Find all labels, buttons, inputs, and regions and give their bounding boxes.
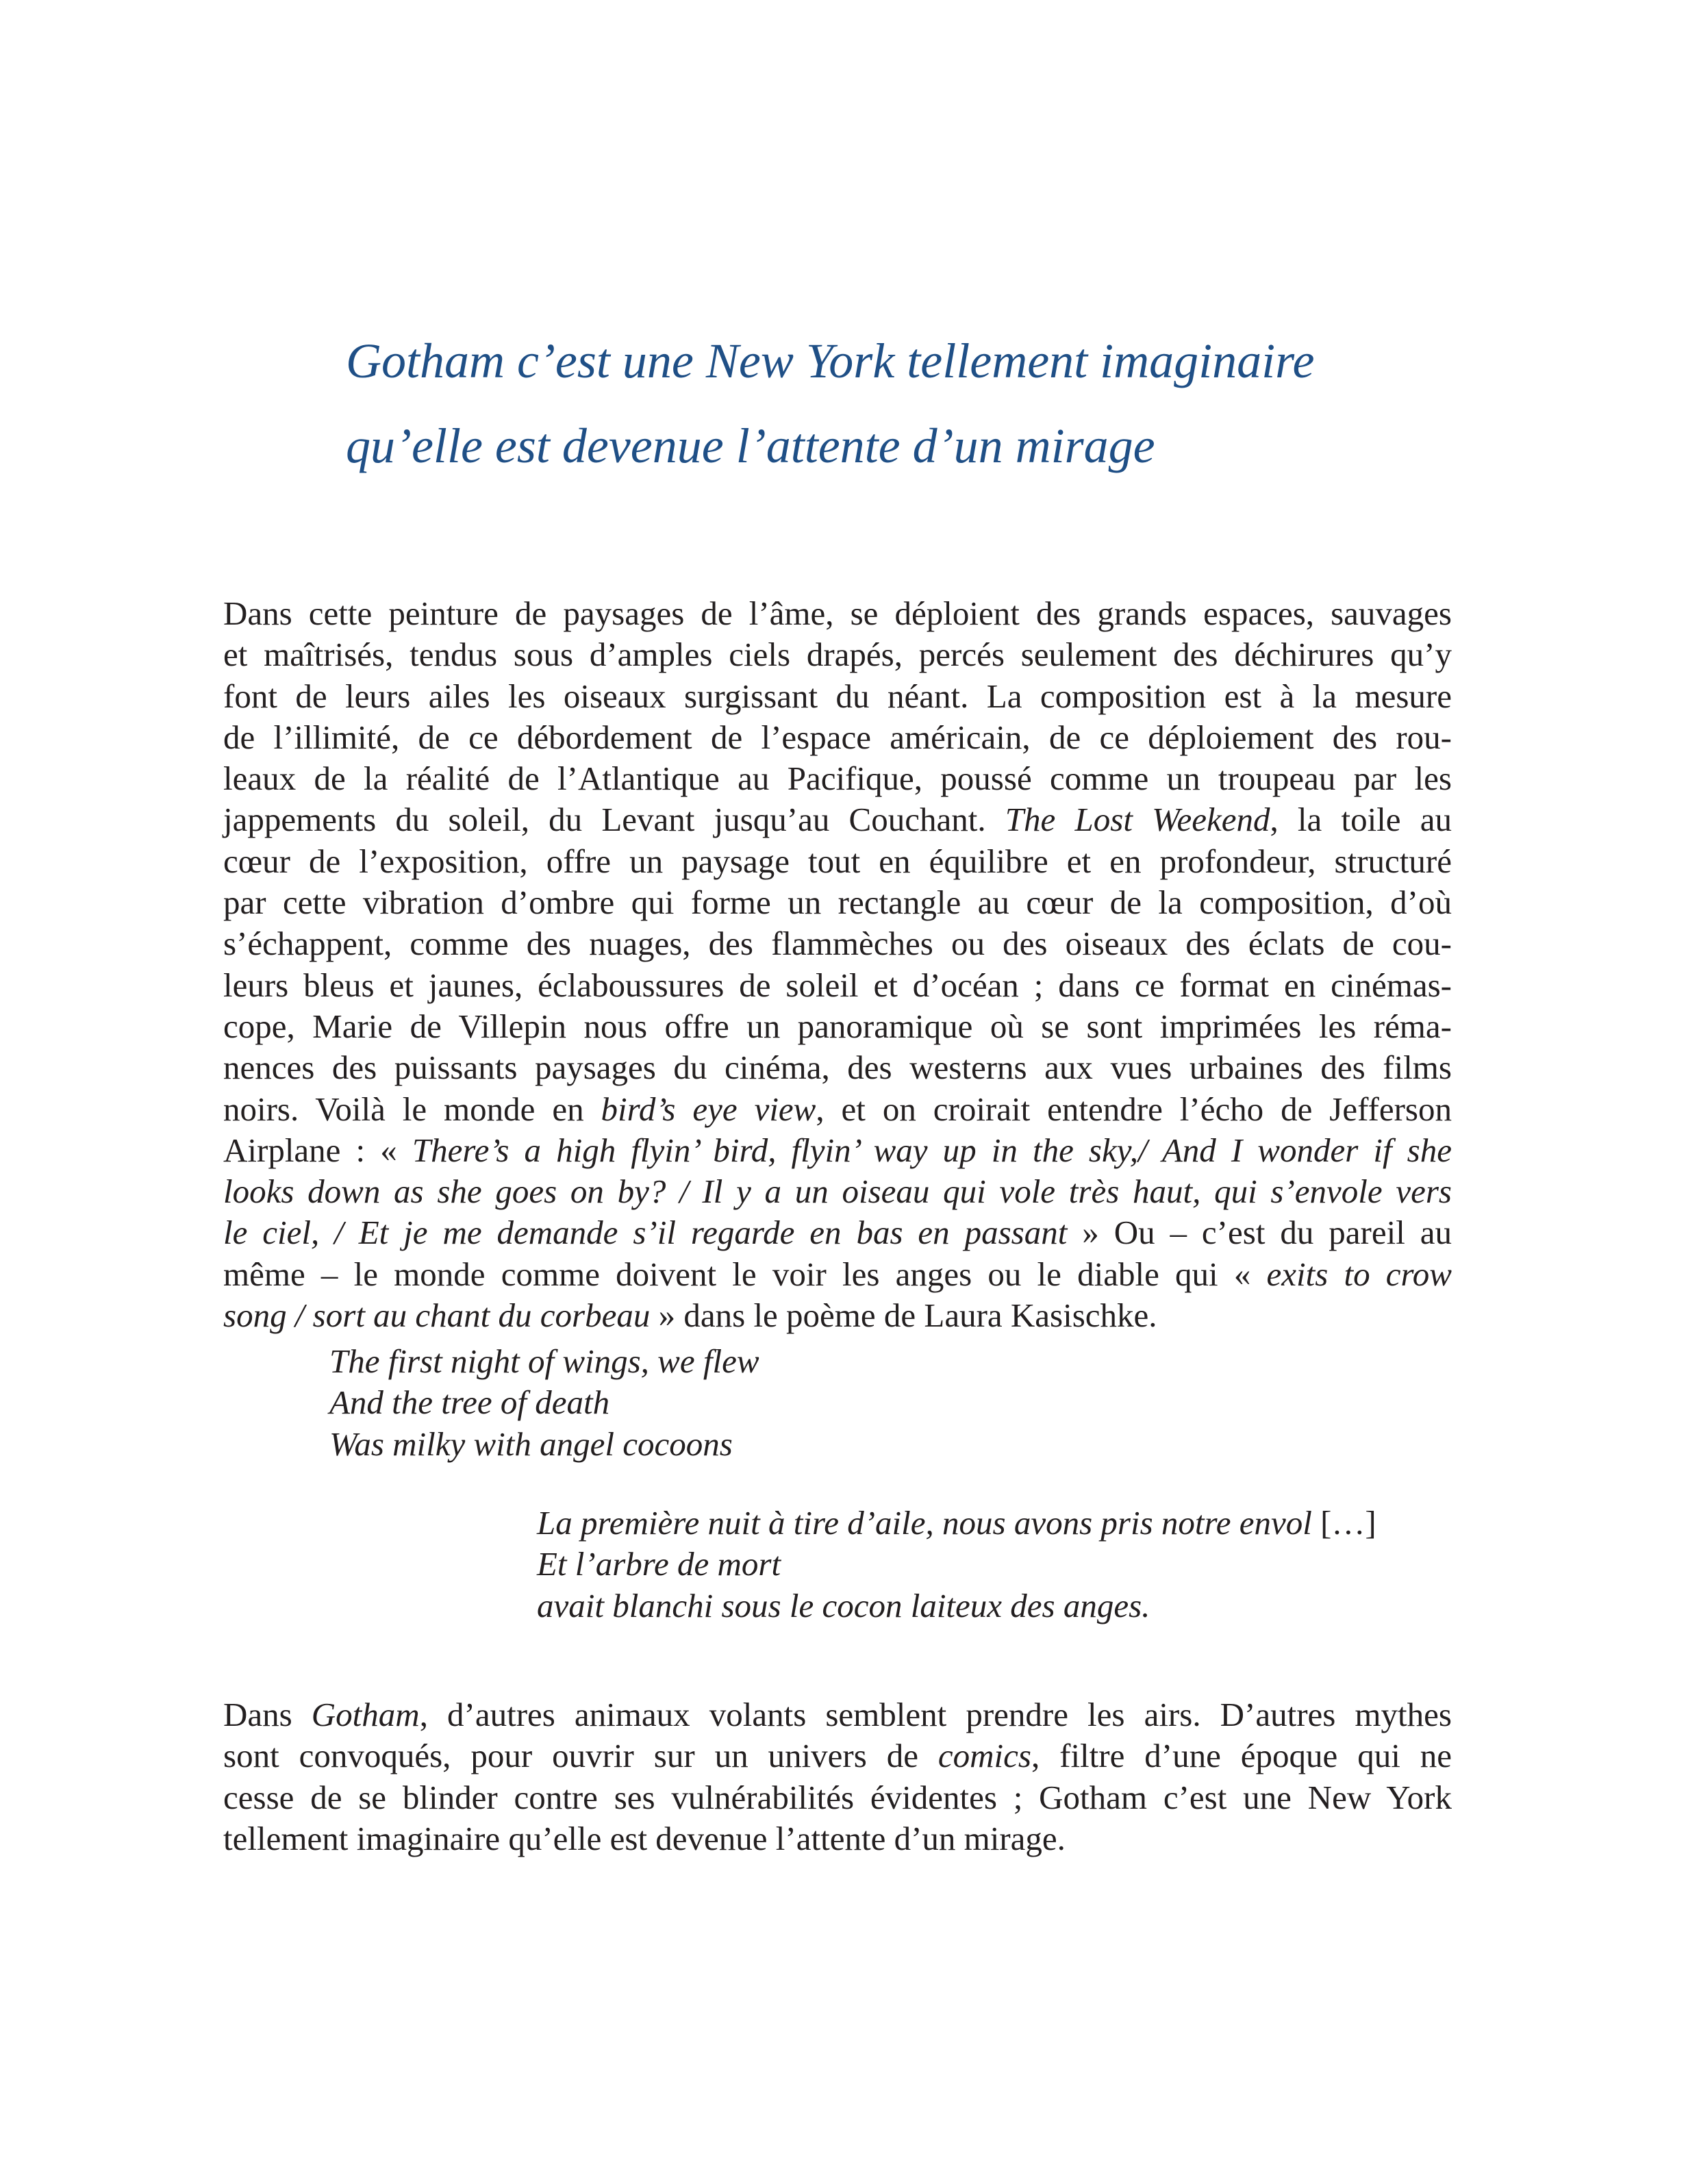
- poem-line: The first night of wings, we flew: [329, 1342, 759, 1380]
- text-segment: jappements du soleil, du Levant jusqu’au Couchant.: [223, 801, 1005, 839]
- poem-line-text: La première nuit à tire d’aile, nous avons pris notre envol: [537, 1504, 1312, 1542]
- text-line: [223, 676, 1452, 717]
- italic-text: There’s a high flyin’ bird, flyin’ way up in the sky,/ And I wonder if she: [412, 1131, 1452, 1169]
- text-segment: cœur de l’exposition, offre un paysage tout en équilibre et en profondeur, structuré: [223, 842, 1452, 880]
- text-line: [223, 1254, 1452, 1295]
- text-line: [223, 841, 1452, 882]
- italic-text: le ciel, / Et je me demande s’il regarde en bas en passant: [223, 1214, 1068, 1252]
- italic-text: exits to crow: [1266, 1255, 1452, 1293]
- page-title: [346, 318, 1510, 488]
- poem-line: Was milky with angel cocoons: [329, 1424, 733, 1463]
- poem-line: And the tree of death: [329, 1383, 610, 1422]
- text-line: [223, 1006, 1452, 1047]
- text-line: [223, 1818, 1452, 1859]
- text-line: [223, 717, 1452, 758]
- text-line: [223, 1047, 1452, 1088]
- text-segment: , la toile au: [1270, 801, 1452, 839]
- poem-line: avait blanchi sous le cocon laiteux des anges.: [537, 1586, 1150, 1624]
- italic-text: looks down as she goes on by? / Il y a un oiseau qui vole très haut, qui s’envole vers: [223, 1172, 1452, 1211]
- italic-text: The Lost Weekend: [1005, 801, 1270, 839]
- text-segment: Airplane : «: [223, 1131, 412, 1169]
- text-segment: , d’autres animaux volants semblent prendre les airs. D’autres mythes: [419, 1696, 1452, 1733]
- text-segment: cesse de se blinder contre ses vulnérabilités évidentes ; Gotham c’est une New York: [223, 1778, 1452, 1816]
- text-segment: de l’illimité, de ce débordement de l’espace américain, de ce déploiement des rou-: [223, 718, 1452, 756]
- italic-text: bird’s eye view: [601, 1090, 816, 1128]
- text-line: [223, 1212, 1452, 1253]
- text-line: [223, 758, 1452, 799]
- ellipsis-bracket: […]: [1311, 1504, 1376, 1542]
- poem-line: Et l’arbre de mort: [537, 1545, 781, 1583]
- text-line: [223, 1171, 1452, 1212]
- text-line: [223, 1777, 1452, 1818]
- title-line-1: Gotham c’est une New York tellement imaginaire: [346, 334, 1315, 388]
- title-line-2: qu’elle est devenue l’attente d’un mirage: [346, 418, 1155, 473]
- italic-text: song / sort au chant du corbeau: [223, 1296, 651, 1335]
- text-line: [223, 923, 1452, 964]
- text-segment: nences des puissants paysages du cinéma, des westerns aux vues urbaines des films: [223, 1049, 1452, 1087]
- text-line: [223, 634, 1452, 675]
- text-line: [223, 1735, 1452, 1777]
- text-line: [223, 1130, 1452, 1171]
- italic-text: Gotham: [311, 1696, 420, 1733]
- text-segment: leurs bleus et jaunes, éclaboussures de soleil et d’océan ; dans ce format en cinémas-: [223, 966, 1452, 1004]
- text-segment: sont convoqués, pour ouvrir sur un univers de: [223, 1737, 938, 1775]
- text-segment: leaux de la réalité de l’Atlantique au Pacifique, poussé comme un troupeau par les: [223, 760, 1452, 798]
- text-line: [223, 1694, 1452, 1735]
- text-segment: noirs. Voilà le monde en: [223, 1090, 601, 1128]
- poem-line: [537, 1503, 1376, 1544]
- text-segment: , filtre d’une époque qui ne: [1031, 1737, 1452, 1775]
- poem-english: [329, 1341, 759, 1465]
- text-segment: » dans le poème de Laura Kasischke.: [650, 1296, 1157, 1335]
- text-line: [223, 965, 1452, 1006]
- text-segment: par cette vibration d’ombre qui forme un rectangle au cœur de la composition, d’où: [223, 883, 1452, 922]
- text-segment: et maîtrisés, tendus sous d’amples ciels drapés, percés seulement des déchirures qu’y: [223, 636, 1452, 674]
- text-line: [223, 593, 1452, 634]
- italic-text: comics: [937, 1737, 1031, 1775]
- text-segment: » Ou – c’est du pareil au: [1067, 1214, 1452, 1252]
- text-segment: Dans: [223, 1696, 312, 1733]
- text-segment: tellement imaginaire qu’elle est devenue l’attente d’un mirage.: [223, 1819, 1066, 1857]
- text-line: [223, 882, 1452, 923]
- text-segment: , et on croirait entendre l’écho de Jefferson: [816, 1090, 1452, 1128]
- poem-french-translation: [537, 1503, 1376, 1627]
- text-segment: cope, Marie de Villepin nous offre un panoramique où se sont imprimées les réma-: [223, 1007, 1452, 1045]
- text-line: [223, 1295, 1452, 1336]
- text-segment: même – le monde comme doivent le voir les anges ou le diable qui «: [223, 1255, 1267, 1293]
- text-segment: s’échappent, comme des nuages, des flammèches ou des oiseaux des éclats de cou-: [223, 925, 1452, 963]
- text-line: [223, 1089, 1452, 1130]
- body-paragraph-1: [223, 593, 1452, 1336]
- text-segment: font de leurs ailes les oiseaux surgissant du néant. La composition est à la mesure: [223, 677, 1452, 715]
- text-segment: Dans cette peinture de paysages de l’âme, se déploient des grands espaces, sauvages: [223, 594, 1452, 632]
- text-line: [223, 799, 1452, 840]
- body-paragraph-2: [223, 1694, 1452, 1859]
